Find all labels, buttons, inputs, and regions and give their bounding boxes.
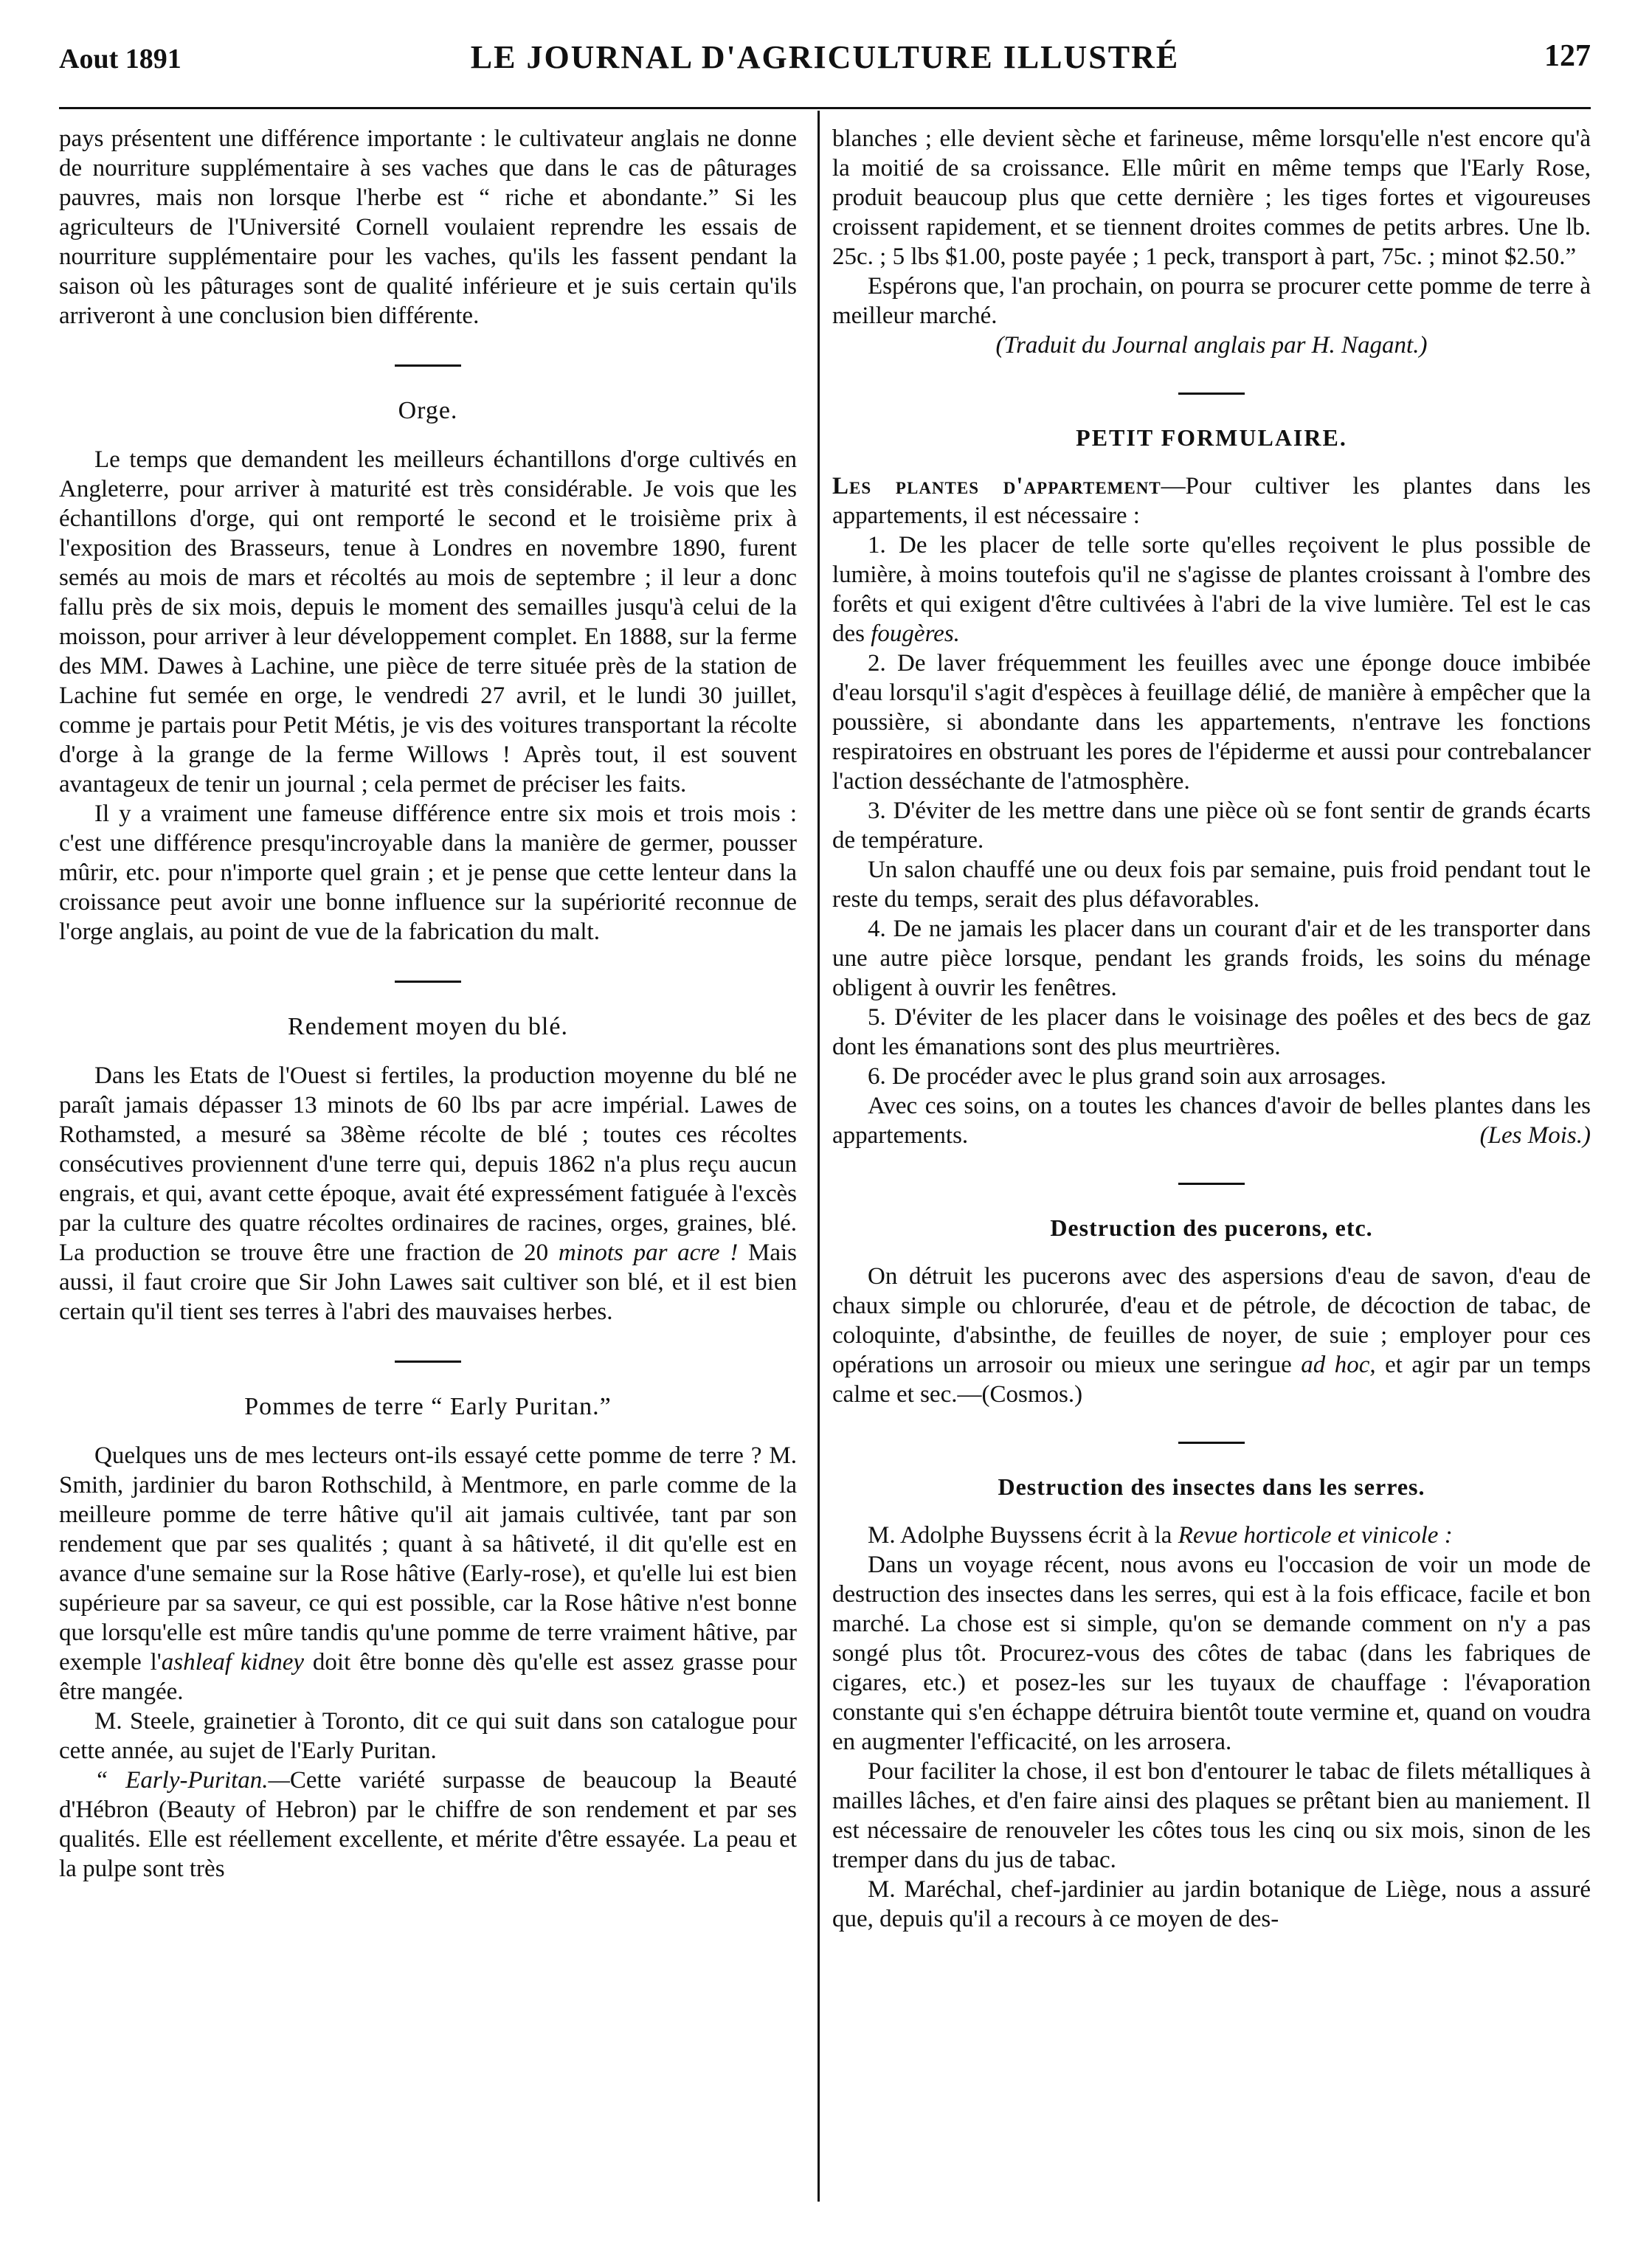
page-number: 127 — [1544, 39, 1591, 73]
pucerons-paragraph: On détruit les pucerons avec des aspersions d'eau de savon, d'eau de chaux simple ou chlorurée, d'eau et de pétrole, de décoction de tabac, de coloquinte, d'absinthe, de feuilles de noyer, de suie ; employer pour ces opérations un arrosoir ou mieux une seringue ad hoc, et agir par un temps calme et sec.—(Cosmos.) — [832, 1263, 1591, 1408]
formulaire-item-2: 2. De laver fréquemment les feuilles avec une éponge douce imbibée d'eau lorsqu'il s'agit d'espèces à feuillage délié, de manière à empêcher que la poussière, si abondante dans les appartements, n'entrave les fonctions respiratoires en obstruant les pores de l'épiderme et aussi pour contrebalancer l'action desséchante de l'atmosphère. — [832, 650, 1591, 795]
running-head — [59, 35, 1591, 80]
translation-credit: (Traduit du Journal anglais par H. Nagant.) — [995, 332, 1428, 359]
esperons-paragraph: Espérons que, l'an prochain, on pourra se procurer cette pomme de terre à meilleur marché. — [832, 273, 1591, 329]
pommes-paragraph-3: “ Early-Puritan.—Cette variété surpasse de beaucoup la Beauté d'Hébron (Beauty of Hebron) par le chiffre de son rendement et par ses qualités. Elle est réellement excellente, et mérite d'être essayée. La peau et la pulpe sont très — [59, 1767, 797, 1882]
early-puritan-emphasis: “ Early-Puritan.— — [94, 1767, 290, 1794]
plantes-intro: Les plantes d'appartement—Pour cultiver les plantes dans les appartements, il est nécessaire : — [832, 473, 1591, 529]
journal-title: LE JOURNAL D'AGRICULTURE ILLUSTRÉ — [470, 39, 1180, 75]
formulaire-item-5: 5. D'éviter de les placer dans le voisinage des poêles et des becs de gaz dont les émanations sont des plus meurtrières. — [832, 1004, 1591, 1060]
section-separator — [1178, 393, 1245, 395]
formulaire-item-6: 6. De procéder avec le plus grand soin aux arrosages. — [868, 1063, 1386, 1090]
insectes-paragraph-1: Dans un voyage récent, nous avons eu l'occasion de voir un mode de destruction des insectes dans les serres, qui est à la fois efficace, facile et bon marché. La chose est si simple, qu'on se demande comment on n'y a pas songé plus tôt. Procurez-vous des côtes de tabac (dans les fabriques de cigares, etc.) et posez-les sur les tuyaux de chauffage : l'évaporation constante qui s'en échappe détruira bientôt toute vermine et, quand on voudra en augmenter l'efficacité, on les arrosera. — [832, 1552, 1591, 1755]
insectes-paragraph-3: M. Maréchal, chef-jardinier au jardin botanique de Liège, nous a assuré que, depuis qu'il a recours à ce moyen de des- — [832, 1876, 1591, 1932]
avec-paragraph: Avec ces soins, on a toutes les chances d'avoir de belles plantes dans les appartements. (Les Mois.) — [832, 1093, 1591, 1149]
insectes-paragraph-2: Pour faciliter la chose, il est bon d'entourer le tabac de filets métalliques à mailles lâches, et d'en faire ainsi des plaques se prêtant bien au maniement. Il est nécessaire de renouveler les côtes tous les cinq ou six mois, sinon de les tremper dans du jus de tabac. — [832, 1758, 1591, 1873]
section-title-formulaire: PETIT FORMULAIRE. — [1076, 424, 1347, 451]
section-separator — [395, 981, 461, 983]
orge-paragraph-2: Il y a vraiment une fameuse différence entre six mois et trois mois : c'est une différence presqu'incroyable dans la manière de germer, pousser mûrir, etc. pour n'importe quel grain ; et je pense que cette lenteur dans la croissance peut avoir une bonne influence sur la supériorité reconnue de l'orge anglais, au point de vue de la fabrication du malt. — [59, 801, 797, 945]
section-title-pucerons: Destruction des pucerons, etc. — [1050, 1214, 1373, 1241]
section-title-insectes: Destruction des insectes dans les serres. — [998, 1473, 1425, 1500]
section-title-pommes: Pommes de terre “ Early Puritan.” — [244, 1393, 612, 1420]
section-separator — [1178, 1183, 1245, 1185]
section-title-ble: Rendement moyen du blé. — [288, 1013, 568, 1040]
formulaire-item-4: 4. De ne jamais les placer dans un courant d'air et de les transporter dans une autre pièce lorsque, pendant les grands froids, les soins du ménage obligent à ouvrir les fenêtres. — [832, 916, 1591, 1001]
formulaire-item-3: 3. D'éviter de les mettre dans une pièce où se font sentir de grands écarts de température. — [832, 798, 1591, 854]
ble-paragraph: Dans les Etats de l'Ouest si fertiles, la production moyenne du blé ne paraît jamais dépasser 13 minots de 60 lbs par acre impérial. Lawes de Rothamsted, a mesuré sa 38ème récolte de blé ; toutes ces récoltes consécutives proviennent d'une terre qui, depuis 1862 n'a plus reçu aucun engrais, et qui, avant cette époque, avait été expressément fatiguée à l'excès par la culture des quatre récoltes ordinaires de racines, orges, graines, blé. La production se trouve être une fraction de 20 minots par acre ! Mais aussi, il faut croire que Sir John Lawes sait cultiver son blé, et il est bien certain qu'il tient ses terres à l'abri des mauvaises herbes. — [59, 1062, 797, 1325]
column-divider — [818, 111, 820, 2202]
section-separator — [395, 1361, 461, 1363]
section-separator — [395, 364, 461, 367]
section-separator — [1178, 1442, 1245, 1444]
insectes-intro: M. Adolphe Buyssens écrit à la Revue horticole et vinicole : — [868, 1522, 1453, 1549]
header-rule — [59, 107, 1591, 109]
left-column — [59, 124, 797, 1884]
salon-paragraph: Un salon chauffé une ou deux fois par semaine, puis froid pendant tout le reste du temps, serait des plus défavorables. — [832, 857, 1591, 913]
ble-emphasis: minots par acre ! — [558, 1240, 739, 1266]
source-les-mois: (Les Mois.) — [1479, 1122, 1591, 1149]
issue-date: Aout 1891 — [59, 44, 182, 75]
section-title-orge: Orge. — [398, 397, 458, 424]
pommes-paragraph-2: M. Steele, grainetier à Toronto, dit ce qui suit dans son catalogue pour cette année, au sujet de l'Early Puritan. — [59, 1708, 797, 1764]
right-column — [832, 124, 1591, 1934]
ashleaf-emphasis: ashleaf kidney — [161, 1649, 305, 1676]
plantes-label: Les plantes d'appartement — [832, 473, 1161, 499]
pommes-paragraph-1: Quelques uns de mes lecteurs ont-ils essayé cette pomme de terre ? M. Smith, jardinier du baron Rothschild, à Mentmore, en parle comme de la meilleure pomme de terre hâtive qu'il ait jamais cultivée, tant par son rendement que par ses qualités ; quant à sa hâtiveté, il dit qu'elle est en avance d'une semaine sur la Rose hâtive (Early-rose), et qu'elle lui est bien supérieure par sa saveur, ce qui est possible, car la Rose hâtive n'est bonne que lorsqu'elle est mûre tandis qu'une pomme de terre vraiment hâtive, par exemple l'ashleaf kidney doit être bonne dès qu'elle est assez grasse pour être mangée. — [59, 1442, 797, 1705]
orge-paragraph-1: Le temps que demandent les meilleurs échantillons d'orge cultivés en Angleterre, pour arriver à maturité est très considérable. Je vois que les échantillons d'orge, qui ont remporté le second et le troisième prix à l'exposition des Brasseurs, tenue à Londres en novembre 1890, furent semés au mois de mars et récoltés au mois de septembre ; il leur a donc fallu près de six mois, depuis le moment des semailles jusqu'à celui de la moisson, pour arriver à leur développement complet. En 1888, sur la ferme des MM. Dawes à Lachine, une pièce de terre située près de la station de Lachine fut semée en orge, le vendredi 27 avril, et le lundi 30 juillet, comme je partais pour Petit Métis, je vis des voitures transportant la récolte d'orge à la grange de la ferme Willows ! Après tout, il est souvent avantageux de tenir un journal ; cela permet de préciser les faits. — [59, 446, 797, 798]
continuation-paragraph: blanches ; elle devient sèche et farineuse, même lorsqu'elle n'est encore qu'à la moitié de sa croissance. Elle mûrit en même temps que l'Early Rose, produit beaucoup plus que cette dernière ; les tiges fortes et vigoureuses croissent rapidement, et se tiennent droites commes de petits arbres. Une lb. 25c. ; 5 lbs $1.00, poste payée ; 1 peck, transport à part, 75c. ; minot $2.50.” — [832, 125, 1591, 270]
formulaire-item-1: 1. De les placer de telle sorte qu'elles reçoivent le plus possible de lumière, à moins toutefois qu'il ne s'agisse de plantes croissant à l'ombre des forêts et qui exigent d'être cultivées à l'abri de la vive lumière. Tel est le cas des fougères. — [832, 532, 1591, 647]
intro-paragraph: pays présentent une différence importante : le cultivateur anglais ne donne de nourriture supplémentaire à ses vaches que dans le cas de pâturages pauvres, mais non lorsque l'herbe est “ riche et abondante.” Si les agriculteurs de l'Université Cornell voulaient reprendre les essais de nourriture supplémentaire pour les vaches, qu'ils les fassent pendant la saison où les pâturages sont de qualité inférieure et je suis certain qu'ils arriveront à une conclusion bien différente. — [59, 125, 797, 329]
